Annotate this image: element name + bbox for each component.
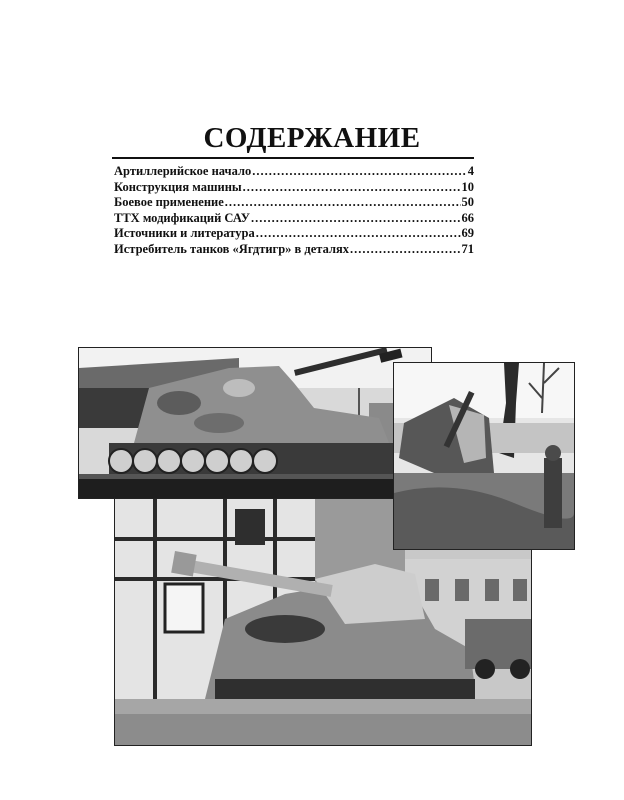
toc-leader-dots — [350, 242, 461, 258]
toc-entry-page: 4 — [467, 164, 474, 178]
toc-entry-label: Конструкция машины — [114, 179, 242, 194]
toc-entry[interactable] — [114, 242, 474, 258]
toc-entry-label: Боевое применение — [114, 195, 224, 210]
toc-entry-label: Артиллерийское начало — [114, 164, 252, 178]
table-of-contents — [114, 164, 474, 258]
toc-entry[interactable] — [114, 226, 474, 242]
photo-knocked-out-tank — [393, 362, 575, 550]
toc-entry[interactable] — [114, 195, 474, 211]
toc-entry[interactable] — [114, 180, 474, 196]
title-rule — [112, 157, 474, 159]
photo-railcar-image — [79, 348, 431, 498]
page-title: СОДЕРЖАНИЕ — [203, 122, 421, 154]
toc-entry-page: 10 — [461, 179, 474, 194]
toc-entry-page: 69 — [461, 226, 474, 241]
photo-knocked-out-image — [394, 363, 574, 549]
toc-leader-dots — [243, 180, 461, 196]
toc-entry-page: 50 — [461, 195, 474, 210]
toc-leader-dots — [251, 211, 461, 227]
toc-entry[interactable] — [114, 211, 474, 227]
toc-entry-label: Истребитель танков «Ягдтигр» в деталях — [114, 241, 349, 256]
toc-entry-label: Источники и литература — [114, 226, 255, 241]
toc-leader-dots — [256, 226, 461, 242]
toc-entry-label: ТТХ модификаций САУ — [114, 210, 250, 225]
toc-leader-dots — [225, 195, 461, 211]
toc-entry-page: 66 — [461, 210, 474, 225]
toc-leader-dots — [252, 164, 467, 180]
photo-jagdtiger-railcar — [78, 347, 432, 499]
toc-entry[interactable] — [114, 164, 474, 180]
toc-entry-page: 71 — [461, 241, 474, 256]
